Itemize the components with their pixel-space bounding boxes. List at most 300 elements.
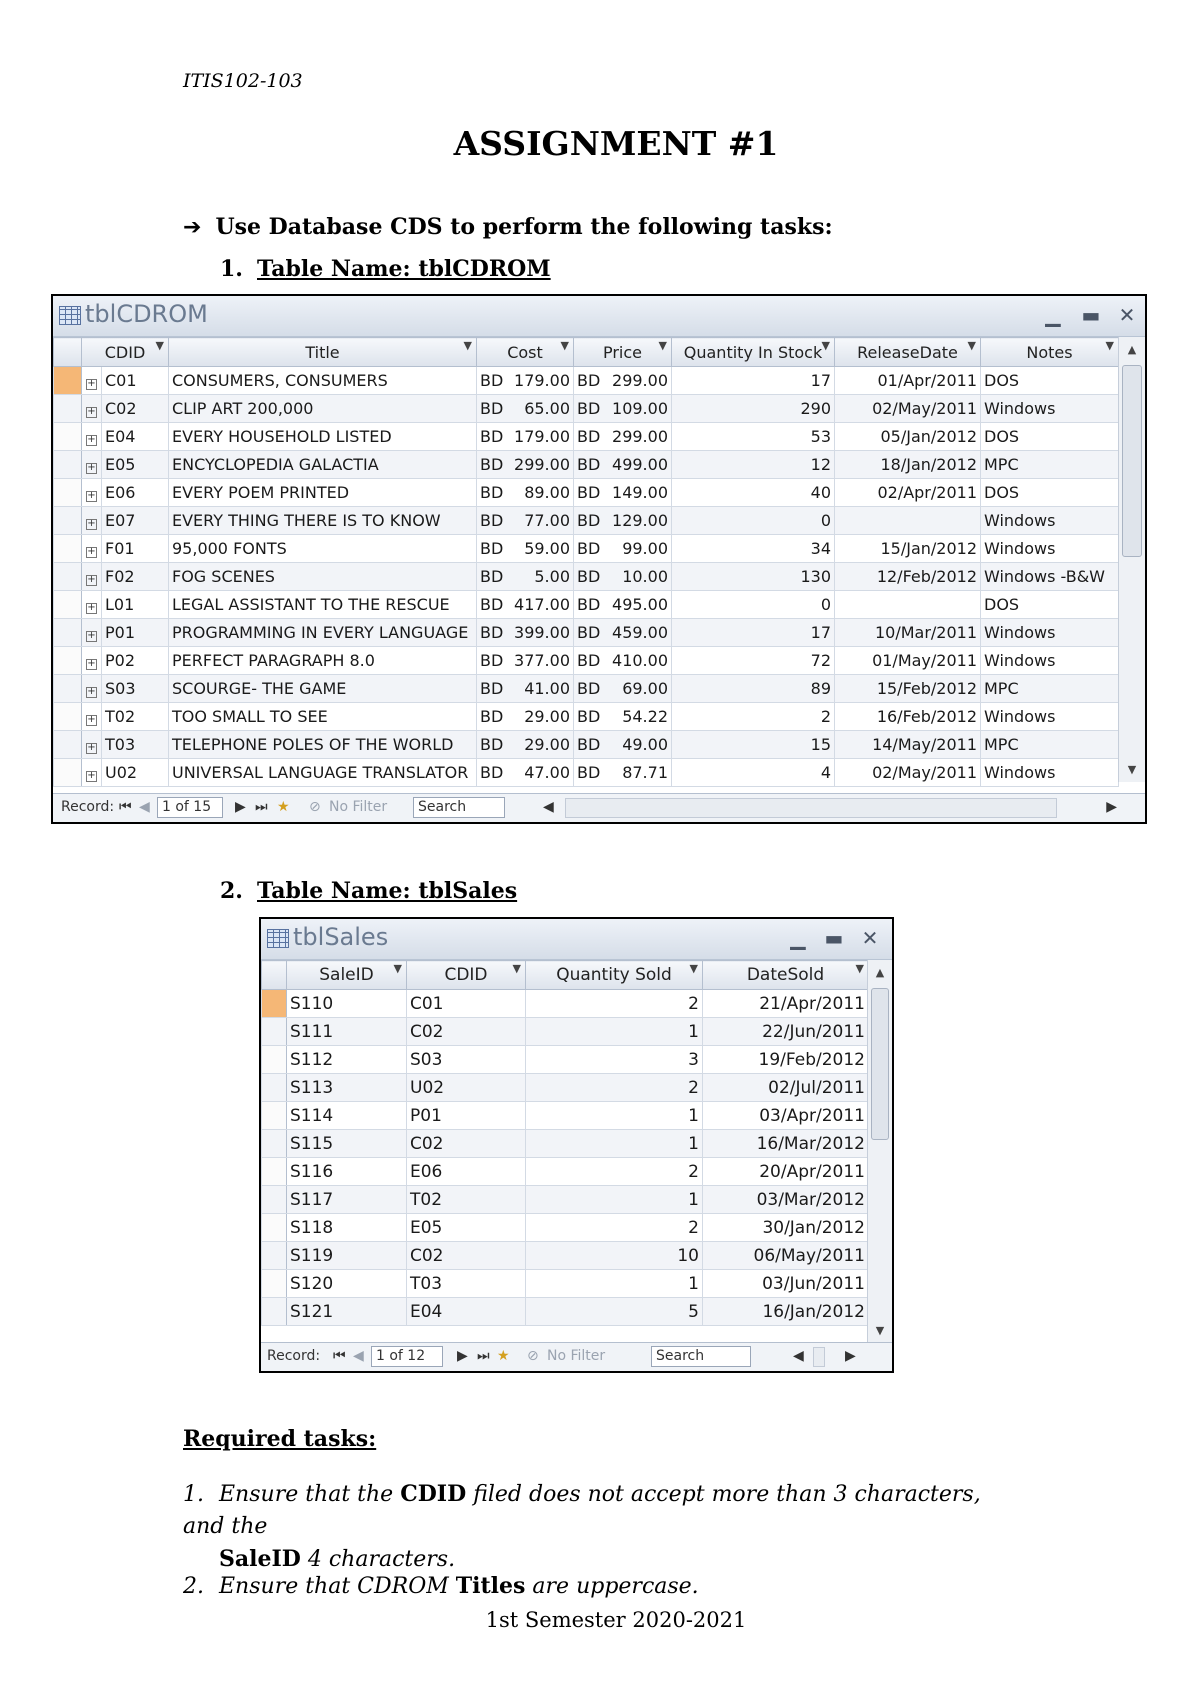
table-row[interactable]	[54, 647, 1119, 675]
record-selector[interactable]	[262, 1046, 287, 1074]
cell-notes[interactable]: DOS	[981, 591, 1119, 619]
record-selector[interactable]	[54, 675, 82, 703]
expand-row-icon[interactable]: +	[82, 563, 102, 591]
record-selector[interactable]	[262, 1214, 287, 1242]
last-record-icon[interactable]: ⏭	[477, 1348, 490, 1364]
cell-datesold[interactable]: 03/Jun/2011	[703, 1270, 869, 1298]
currency: BD	[577, 735, 601, 754]
dropdown-arrow-icon[interactable]: ▼	[393, 962, 402, 975]
cell-quantity-sold[interactable]: 2	[526, 1158, 703, 1186]
cell-cdid[interactable]: C01	[407, 990, 526, 1018]
cell-notes[interactable]: Windows	[981, 647, 1119, 675]
minimize-icon[interactable]: ▁	[1045, 303, 1061, 327]
record-selector[interactable]	[54, 479, 82, 507]
record-selector[interactable]	[54, 731, 82, 759]
record-navigator	[53, 793, 1145, 822]
cell-cost[interactable]: BD 299.00	[477, 451, 574, 479]
cell-saleid[interactable]: S114	[287, 1102, 407, 1130]
table-row[interactable]	[262, 1270, 869, 1298]
close-icon[interactable]: ✕	[861, 926, 879, 950]
currency: BD	[480, 763, 504, 782]
cell-quantity-sold[interactable]: 1	[526, 1130, 703, 1158]
horizontal-scrollbar[interactable]	[565, 798, 1057, 818]
cell-quantity-sold[interactable]: 1	[526, 1102, 703, 1130]
cell-cost[interactable]: BD 417.00	[477, 591, 574, 619]
last-record-icon[interactable]: ⏭	[255, 799, 268, 815]
horizontal-scrollbar[interactable]	[813, 1347, 825, 1367]
expand-row-icon[interactable]: +	[82, 367, 102, 395]
cell-price[interactable]: BD 10.00	[574, 563, 672, 591]
cell-cdid[interactable]: T03	[102, 731, 169, 759]
cell-saleid[interactable]: S119	[287, 1242, 407, 1270]
cell-price[interactable]: BD 87.71	[574, 759, 672, 787]
expand-row-icon[interactable]: +	[82, 703, 102, 731]
cell-datesold[interactable]: 20/Apr/2011	[703, 1158, 869, 1186]
record-selector[interactable]	[262, 990, 287, 1018]
cell-datesold[interactable]: 02/Jul/2011	[703, 1074, 869, 1102]
expand-row-icon[interactable]: +	[82, 731, 102, 759]
cell-saleid[interactable]: S116	[287, 1158, 407, 1186]
cell-cost[interactable]: BD 179.00	[477, 367, 574, 395]
cell-title[interactable]: ENCYCLOPEDIA GALACTIA	[169, 451, 477, 479]
cell-cost[interactable]: BD 29.00	[477, 703, 574, 731]
cell-title[interactable]: 95,000 FONTS	[169, 535, 477, 563]
record-selector[interactable]	[54, 703, 82, 731]
field-name: CDID	[400, 1481, 467, 1507]
expand-row-icon[interactable]: +	[82, 647, 102, 675]
cell-notes[interactable]: DOS	[981, 423, 1119, 451]
table-row[interactable]	[262, 1158, 869, 1186]
column-header-datesold[interactable]: DateSold ▼	[703, 961, 869, 990]
cell-releasedate[interactable]: 10/Mar/2011	[835, 619, 981, 647]
cell-title[interactable]: EVERY HOUSEHOLD LISTED	[169, 423, 477, 451]
section-1-heading	[220, 256, 551, 282]
cell-price[interactable]: BD 299.00	[574, 367, 672, 395]
column-header-title[interactable]: Title ▼	[169, 338, 477, 367]
dropdown-arrow-icon[interactable]: ▼	[821, 339, 830, 352]
scroll-right-icon[interactable]: ▶	[845, 1348, 856, 1364]
table-row[interactable]	[54, 451, 1119, 479]
cell-quantity-sold[interactable]: 1	[526, 1270, 703, 1298]
cell-notes[interactable]: MPC	[981, 731, 1119, 759]
table-row[interactable]	[54, 619, 1119, 647]
cell-datesold[interactable]: 22/Jun/2011	[703, 1018, 869, 1046]
cell-saleid[interactable]: S113	[287, 1074, 407, 1102]
cell-saleid[interactable]: S117	[287, 1186, 407, 1214]
cell-notes[interactable]: Windows	[981, 619, 1119, 647]
column-header-notes[interactable]: Notes ▼	[981, 338, 1119, 367]
cell-cdid[interactable]: S03	[102, 675, 169, 703]
cell-releasedate[interactable]: 18/Jan/2012	[835, 451, 981, 479]
table-row[interactable]	[54, 479, 1119, 507]
dropdown-arrow-icon[interactable]: ▼	[512, 962, 521, 975]
vertical-scrollbar[interactable]	[1118, 337, 1145, 782]
record-selector[interactable]	[262, 1270, 287, 1298]
cell-cost[interactable]: BD 377.00	[477, 647, 574, 675]
cell-price[interactable]: BD 499.00	[574, 451, 672, 479]
cell-title[interactable]: UNIVERSAL LANGUAGE TRANSLATOR	[169, 759, 477, 787]
cell-cdid[interactable]: C02	[407, 1018, 526, 1046]
table-row[interactable]	[262, 1186, 869, 1214]
table-row[interactable]	[54, 423, 1119, 451]
new-record-icon[interactable]: ★	[497, 1348, 510, 1364]
cell-saleid[interactable]: S112	[287, 1046, 407, 1074]
cell-cdid[interactable]: E06	[407, 1158, 526, 1186]
currency: BD	[577, 427, 601, 446]
cell-cdid[interactable]: P01	[102, 619, 169, 647]
table-row[interactable]	[262, 1242, 869, 1270]
record-selector[interactable]	[262, 1018, 287, 1046]
maximize-icon[interactable]: ▬	[824, 926, 844, 950]
table-row[interactable]	[262, 1102, 869, 1130]
cell-releasedate[interactable]: 05/Jan/2012	[835, 423, 981, 451]
cell-cdid[interactable]: E06	[102, 479, 169, 507]
table-row[interactable]	[54, 731, 1119, 759]
cell-title[interactable]: LEGAL ASSISTANT TO THE RESCUE	[169, 591, 477, 619]
expand-row-icon[interactable]: +	[82, 591, 102, 619]
dropdown-arrow-icon[interactable]: ▼	[689, 962, 698, 975]
record-selector[interactable]	[54, 395, 82, 423]
cell-cdid[interactable]: F01	[102, 535, 169, 563]
expand-row-icon[interactable]: +	[82, 619, 102, 647]
cell-cdid[interactable]: S03	[407, 1046, 526, 1074]
table-row[interactable]	[262, 1130, 869, 1158]
cell-cost[interactable]: BD 59.00	[477, 535, 574, 563]
cell-title[interactable]: FOG SCENES	[169, 563, 477, 591]
cell-title[interactable]: SCOURGE- THE GAME	[169, 675, 477, 703]
table-row[interactable]	[54, 591, 1119, 619]
cell-releasedate[interactable]: 02/May/2011	[835, 395, 981, 423]
column-header-price[interactable]: Price ▼	[574, 338, 672, 367]
first-record-icon[interactable]: ⏮	[333, 1348, 346, 1364]
cell-quantity[interactable]: 34	[672, 535, 835, 563]
table-row[interactable]	[54, 507, 1119, 535]
cell-title[interactable]: CONSUMERS, CONSUMERS	[169, 367, 477, 395]
dropdown-arrow-icon[interactable]: ▼	[463, 339, 472, 352]
cell-cdid[interactable]: E07	[102, 507, 169, 535]
cell-datesold[interactable]: 16/Jan/2012	[703, 1298, 869, 1326]
record-selector[interactable]	[54, 563, 82, 591]
cell-quantity[interactable]: 2	[672, 703, 835, 731]
expand-row-icon[interactable]: +	[82, 395, 102, 423]
record-selector[interactable]	[262, 1242, 287, 1270]
cell-cdid[interactable]: F02	[102, 563, 169, 591]
next-record-icon[interactable]: ▶	[457, 1348, 468, 1364]
maximize-icon[interactable]: ▬	[1081, 303, 1101, 327]
cell-cdid[interactable]: C01	[102, 367, 169, 395]
cell-quantity[interactable]: 15	[672, 731, 835, 759]
cell-saleid[interactable]: S111	[287, 1018, 407, 1046]
cell-datesold[interactable]: 30/Jan/2012	[703, 1214, 869, 1242]
cell-quantity[interactable]: 290	[672, 395, 835, 423]
cell-price[interactable]: BD 69.00	[574, 675, 672, 703]
cell-releasedate[interactable]: 01/Apr/2011	[835, 367, 981, 395]
select-all-corner[interactable]	[54, 338, 82, 367]
table-row[interactable]	[54, 535, 1119, 563]
close-icon[interactable]: ✕	[1118, 303, 1136, 327]
cell-quantity[interactable]: 40	[672, 479, 835, 507]
cell-title[interactable]: EVERY THING THERE IS TO KNOW	[169, 507, 477, 535]
cell-quantity[interactable]: 0	[672, 591, 835, 619]
cell-price[interactable]: BD 299.00	[574, 423, 672, 451]
scroll-thumb[interactable]	[871, 988, 889, 1140]
cell-saleid[interactable]: S120	[287, 1270, 407, 1298]
cell-notes[interactable]: DOS	[981, 479, 1119, 507]
table-row[interactable]	[262, 1018, 869, 1046]
cell-notes[interactable]: DOS	[981, 367, 1119, 395]
cell-cdid[interactable]: U02	[407, 1074, 526, 1102]
cell-releasedate[interactable]: 14/May/2011	[835, 731, 981, 759]
cell-cdid[interactable]: T02	[407, 1186, 526, 1214]
cell-releasedate[interactable]: 02/May/2011	[835, 759, 981, 787]
cell-releasedate[interactable]: 15/Feb/2012	[835, 675, 981, 703]
page-title: ASSIGNMENT #1	[453, 124, 779, 163]
cell-cdid[interactable]: U02	[102, 759, 169, 787]
cell-cdid[interactable]: C02	[102, 395, 169, 423]
column-header-quantity-sold[interactable]: Quantity Sold ▼	[526, 961, 703, 990]
cell-quantity[interactable]: 130	[672, 563, 835, 591]
cell-datesold[interactable]: 03/Mar/2012	[703, 1186, 869, 1214]
dropdown-arrow-icon[interactable]: ▼	[855, 962, 864, 975]
column-header-cdid[interactable]: CDID ▼	[82, 338, 169, 367]
cell-quantity[interactable]: 0	[672, 507, 835, 535]
cell-quantity[interactable]: 72	[672, 647, 835, 675]
select-all-corner[interactable]	[262, 961, 287, 990]
cell-price[interactable]: BD 109.00	[574, 395, 672, 423]
cell-quantity[interactable]: 12	[672, 451, 835, 479]
cell-title[interactable]: TELEPHONE POLES OF THE WORLD	[169, 731, 477, 759]
cell-quantity-sold[interactable]: 3	[526, 1046, 703, 1074]
scroll-up-icon[interactable]: ▲	[1127, 343, 1137, 356]
cell-saleid[interactable]: S115	[287, 1130, 407, 1158]
record-selector[interactable]	[54, 507, 82, 535]
expand-row-icon[interactable]: +	[82, 423, 102, 451]
cell-cost[interactable]: BD 47.00	[477, 759, 574, 787]
cell-datesold[interactable]: 19/Feb/2012	[703, 1046, 869, 1074]
table-icon	[59, 306, 81, 325]
cell-cost[interactable]: BD 399.00	[477, 619, 574, 647]
table-row[interactable]	[54, 563, 1119, 591]
cell-quantity-sold[interactable]: 1	[526, 1018, 703, 1046]
cell-cdid[interactable]: E04	[407, 1298, 526, 1326]
cell-title[interactable]: CLIP ART 200,000	[169, 395, 477, 423]
dropdown-arrow-icon[interactable]: ▼	[658, 339, 667, 352]
cell-quantity-sold[interactable]: 10	[526, 1242, 703, 1270]
cell-cdid[interactable]: E04	[102, 423, 169, 451]
table-row[interactable]	[262, 1074, 869, 1102]
cell-notes[interactable]: Windows	[981, 395, 1119, 423]
record-selector[interactable]	[54, 647, 82, 675]
record-position-input[interactable]: 1 of 12	[371, 1346, 443, 1367]
cell-cost[interactable]: BD 89.00	[477, 479, 574, 507]
dropdown-arrow-icon[interactable]: ▼	[155, 339, 164, 352]
record-selector[interactable]	[54, 535, 82, 563]
search-input[interactable]: Search	[413, 797, 505, 818]
cell-saleid[interactable]: S121	[287, 1298, 407, 1326]
scroll-left-icon[interactable]: ◀	[793, 1348, 804, 1364]
expand-row-icon[interactable]: +	[82, 759, 102, 787]
cell-price[interactable]: BD 495.00	[574, 591, 672, 619]
record-selector[interactable]	[262, 1074, 287, 1102]
cell-price[interactable]: BD 410.00	[574, 647, 672, 675]
record-selector[interactable]	[54, 451, 82, 479]
column-header-releasedate[interactable]: ReleaseDate ▼	[835, 338, 981, 367]
table-row[interactable]	[54, 703, 1119, 731]
cell-notes[interactable]: MPC	[981, 451, 1119, 479]
cell-notes[interactable]: Windows -B&W	[981, 563, 1119, 591]
cell-quantity-sold[interactable]: 2	[526, 1214, 703, 1242]
cell-cdid[interactable]: T02	[102, 703, 169, 731]
cell-releasedate[interactable]: 12/Feb/2012	[835, 563, 981, 591]
cell-cdid[interactable]: E05	[407, 1214, 526, 1242]
record-selector[interactable]	[54, 423, 82, 451]
first-record-icon[interactable]: ⏮	[119, 799, 132, 815]
column-header-saleid[interactable]: SaleID ▼	[287, 961, 407, 990]
cell-quantity[interactable]: 4	[672, 759, 835, 787]
column-header-quantity[interactable]: Quantity In Stock ▼	[672, 338, 835, 367]
cell-cdid[interactable]: P01	[407, 1102, 526, 1130]
cell-quantity-sold[interactable]: 1	[526, 1186, 703, 1214]
cell-price[interactable]: BD 129.00	[574, 507, 672, 535]
expand-row-icon[interactable]: +	[82, 675, 102, 703]
scroll-right-icon[interactable]: ▶	[1106, 799, 1117, 815]
cell-releasedate[interactable]: 16/Feb/2012	[835, 703, 981, 731]
cell-cost[interactable]: BD 179.00	[477, 423, 574, 451]
cell-releasedate[interactable]: 01/May/2011	[835, 647, 981, 675]
cell-price[interactable]: BD 54.22	[574, 703, 672, 731]
cell-cost[interactable]: BD 41.00	[477, 675, 574, 703]
task-text: are uppercase.	[532, 1574, 699, 1599]
record-selector[interactable]	[262, 1186, 287, 1214]
cell-quantity[interactable]: 53	[672, 423, 835, 451]
cell-cost[interactable]: BD 29.00	[477, 731, 574, 759]
cell-releasedate[interactable]	[835, 507, 981, 535]
currency: BD	[577, 679, 601, 698]
cell-quantity-sold[interactable]: 2	[526, 990, 703, 1018]
expand-row-icon[interactable]: +	[82, 507, 102, 535]
search-input[interactable]: Search	[651, 1346, 751, 1367]
dropdown-arrow-icon[interactable]: ▼	[967, 339, 976, 352]
cell-saleid[interactable]: S110	[287, 990, 407, 1018]
cell-datesold[interactable]: 03/Apr/2011	[703, 1102, 869, 1130]
vertical-scrollbar[interactable]	[867, 960, 892, 1343]
cell-saleid[interactable]: S118	[287, 1214, 407, 1242]
scroll-down-icon[interactable]: ▼	[1127, 763, 1137, 776]
currency: BD	[577, 595, 601, 614]
table-row[interactable]	[54, 367, 1119, 395]
minimize-icon[interactable]: ▁	[790, 926, 806, 950]
record-selector[interactable]	[262, 1130, 287, 1158]
previous-record-icon[interactable]: ◀	[353, 1348, 364, 1364]
record-selector[interactable]	[262, 1298, 287, 1326]
cell-datesold[interactable]: 16/Mar/2012	[703, 1130, 869, 1158]
expand-row-icon[interactable]: +	[82, 535, 102, 563]
filter-icon[interactable]: ⊘	[309, 799, 321, 815]
cell-quantity[interactable]: 89	[672, 675, 835, 703]
cell-cost[interactable]: BD 77.00	[477, 507, 574, 535]
table-row[interactable]	[54, 759, 1119, 787]
cell-releasedate[interactable]: 15/Jan/2012	[835, 535, 981, 563]
cell-quantity-sold[interactable]: 2	[526, 1074, 703, 1102]
scroll-left-icon[interactable]: ◀	[543, 799, 554, 815]
cell-notes[interactable]: Windows	[981, 703, 1119, 731]
record-selector[interactable]	[54, 591, 82, 619]
record-selector[interactable]	[262, 1158, 287, 1186]
no-filter-button[interactable]: No Filter	[329, 799, 388, 815]
expand-row-icon[interactable]: +	[82, 451, 102, 479]
table-row[interactable]	[262, 1214, 869, 1242]
cell-quantity-sold[interactable]: 5	[526, 1298, 703, 1326]
cell-price[interactable]: BD 49.00	[574, 731, 672, 759]
cell-notes[interactable]: Windows	[981, 535, 1119, 563]
currency: BD	[480, 483, 504, 502]
cell-releasedate[interactable]: 02/Apr/2011	[835, 479, 981, 507]
record-selector[interactable]	[262, 1102, 287, 1130]
cell-cdid[interactable]: T03	[407, 1270, 526, 1298]
cell-title[interactable]: PROGRAMMING IN EVERY LANGUAGE	[169, 619, 477, 647]
table-row[interactable]	[262, 1046, 869, 1074]
cell-price[interactable]: BD 459.00	[574, 619, 672, 647]
scroll-down-icon[interactable]: ▼	[875, 1324, 885, 1337]
scroll-up-icon[interactable]: ▲	[875, 966, 885, 979]
dropdown-arrow-icon[interactable]: ▼	[560, 339, 569, 352]
no-filter-button[interactable]: No Filter	[547, 1348, 606, 1364]
cell-notes[interactable]: Windows	[981, 759, 1119, 787]
next-record-icon[interactable]: ▶	[235, 799, 246, 815]
cell-cost[interactable]: BD 5.00	[477, 563, 574, 591]
cell-cdid[interactable]: C02	[407, 1130, 526, 1158]
cell-cdid[interactable]: E05	[102, 451, 169, 479]
column-header-cost[interactable]: Cost ▼	[477, 338, 574, 367]
cell-quantity[interactable]: 17	[672, 367, 835, 395]
cell-cdid[interactable]: C02	[407, 1242, 526, 1270]
record-selector[interactable]	[54, 759, 82, 787]
cell-datesold[interactable]: 06/May/2011	[703, 1242, 869, 1270]
cell-price[interactable]: BD 149.00	[574, 479, 672, 507]
dropdown-arrow-icon[interactable]: ▼	[1105, 339, 1114, 352]
previous-record-icon[interactable]: ◀	[139, 799, 150, 815]
table-icon	[267, 929, 289, 948]
column-header-cdid[interactable]: CDID ▼	[407, 961, 526, 990]
table-row[interactable]	[262, 990, 869, 1018]
cell-datesold[interactable]: 21/Apr/2011	[703, 990, 869, 1018]
cell-notes[interactable]: MPC	[981, 675, 1119, 703]
intro-line	[183, 214, 833, 240]
cell-title[interactable]: EVERY POEM PRINTED	[169, 479, 477, 507]
tblsales-window	[259, 917, 894, 1373]
new-record-icon[interactable]: ★	[277, 799, 290, 815]
cell-title[interactable]: TOO SMALL TO SEE	[169, 703, 477, 731]
filter-icon[interactable]: ⊘	[527, 1348, 539, 1364]
scroll-thumb[interactable]	[1122, 365, 1142, 557]
cell-quantity[interactable]: 17	[672, 619, 835, 647]
section-number: 2.	[220, 878, 243, 904]
cell-price[interactable]: BD 99.00	[574, 535, 672, 563]
table-row[interactable]	[54, 395, 1119, 423]
table-row[interactable]	[262, 1298, 869, 1326]
cell-cdid[interactable]: P02	[102, 647, 169, 675]
expand-row-icon[interactable]: +	[82, 479, 102, 507]
table-row[interactable]	[54, 675, 1119, 703]
cell-releasedate[interactable]	[835, 591, 981, 619]
cell-title[interactable]: PERFECT PARAGRAPH 8.0	[169, 647, 477, 675]
cell-cost[interactable]: BD 65.00	[477, 395, 574, 423]
cell-cdid[interactable]: L01	[102, 591, 169, 619]
cell-notes[interactable]: Windows	[981, 507, 1119, 535]
record-position-input[interactable]: 1 of 15	[157, 797, 223, 818]
record-selector[interactable]	[54, 619, 82, 647]
record-selector[interactable]	[54, 367, 82, 395]
